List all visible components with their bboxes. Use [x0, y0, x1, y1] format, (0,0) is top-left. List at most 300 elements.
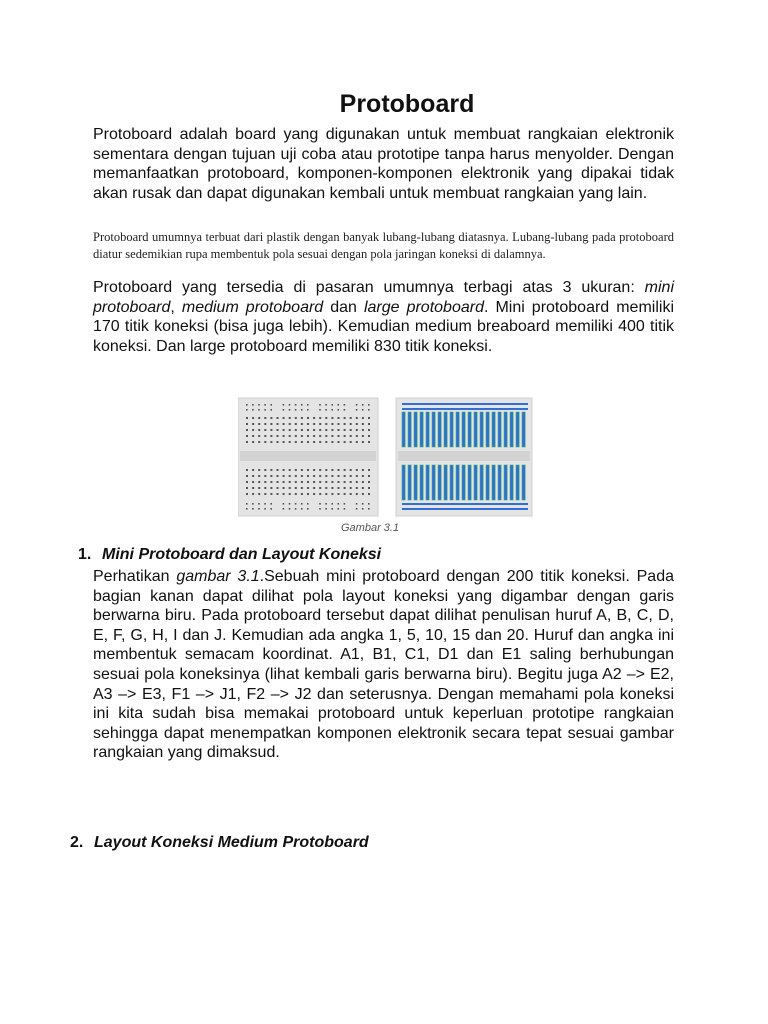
hole	[264, 469, 266, 471]
connection-strip	[504, 412, 507, 447]
hole	[356, 404, 358, 406]
connection-strip	[486, 465, 489, 500]
hole	[252, 441, 254, 443]
connection-strip	[426, 412, 429, 447]
hole	[356, 435, 358, 437]
hole	[344, 429, 346, 431]
hole	[362, 429, 364, 431]
hole	[307, 435, 309, 437]
hole	[295, 423, 297, 425]
hole	[270, 503, 272, 505]
hole	[313, 423, 315, 425]
hole	[338, 429, 340, 431]
hole	[319, 409, 321, 411]
hole	[331, 435, 333, 437]
rail-strip	[402, 408, 528, 410]
connection-strip	[456, 412, 459, 447]
hole	[252, 508, 254, 510]
hole	[277, 493, 279, 495]
hole	[350, 417, 352, 419]
connection-strip	[516, 465, 519, 500]
hole	[289, 417, 291, 419]
sizes-text-2: ,	[170, 298, 182, 316]
hole	[264, 429, 266, 431]
hole	[319, 487, 321, 489]
hole	[301, 409, 303, 411]
section-2-number: 2.	[70, 834, 84, 851]
hole	[307, 493, 309, 495]
sizes-text-3: dan	[323, 298, 364, 316]
protoboard-figure	[238, 395, 534, 535]
hole	[252, 481, 254, 483]
connection-strip	[438, 412, 441, 447]
hole	[295, 487, 297, 489]
section-2-heading	[70, 833, 369, 853]
hole	[344, 409, 346, 411]
hole	[368, 423, 370, 425]
hole	[344, 441, 346, 443]
hole	[362, 441, 364, 443]
connection-strip	[432, 465, 435, 500]
hole	[368, 503, 370, 505]
hole	[356, 417, 358, 419]
connection-strip	[450, 465, 453, 500]
hole	[289, 475, 291, 477]
hole	[264, 417, 266, 419]
hole	[325, 417, 327, 419]
hole	[246, 429, 248, 431]
hole	[313, 469, 315, 471]
hole	[350, 441, 352, 443]
hole	[331, 508, 333, 510]
connection-strip	[450, 412, 453, 447]
hole	[277, 417, 279, 419]
hole	[295, 404, 297, 406]
hole	[362, 487, 364, 489]
connection-strip	[492, 412, 495, 447]
connection-strip	[408, 465, 411, 500]
hole	[301, 508, 303, 510]
hole	[362, 417, 364, 419]
hole	[270, 409, 272, 411]
hole	[289, 487, 291, 489]
connection-strip	[480, 465, 483, 500]
hole	[295, 475, 297, 477]
connection-strip	[516, 412, 519, 447]
hole	[313, 481, 315, 483]
hole	[295, 429, 297, 431]
connection-strip	[468, 412, 471, 447]
section-1-title: Mini Protoboard dan Layout Koneksi	[102, 546, 382, 563]
connection-strip	[444, 412, 447, 447]
hole	[258, 503, 260, 505]
hole	[289, 441, 291, 443]
hole	[246, 475, 248, 477]
hole	[277, 475, 279, 477]
hole	[319, 481, 321, 483]
hole	[277, 435, 279, 437]
hole	[362, 508, 364, 510]
hole	[301, 493, 303, 495]
hole	[325, 435, 327, 437]
hole	[283, 481, 285, 483]
hole	[289, 435, 291, 437]
connection-strip	[486, 412, 489, 447]
hole	[246, 487, 248, 489]
hole	[301, 404, 303, 406]
hole	[252, 503, 254, 505]
hole	[319, 493, 321, 495]
hole	[301, 429, 303, 431]
connection-strip	[522, 412, 525, 447]
hole	[295, 441, 297, 443]
mini-protoboard-term: mini protoboard	[93, 279, 674, 316]
hole	[368, 508, 370, 510]
connection-strip	[474, 412, 477, 447]
hole	[313, 417, 315, 419]
hole	[283, 429, 285, 431]
hole	[264, 404, 266, 406]
hole	[270, 475, 272, 477]
hole	[283, 441, 285, 443]
hole	[325, 481, 327, 483]
hole	[295, 508, 297, 510]
hole	[277, 469, 279, 471]
hole	[350, 423, 352, 425]
hole	[277, 429, 279, 431]
hole	[264, 409, 266, 411]
hole	[338, 441, 340, 443]
hole	[252, 469, 254, 471]
hole	[283, 487, 285, 489]
hole	[307, 404, 309, 406]
hole	[258, 469, 260, 471]
hole	[356, 503, 358, 505]
hole	[319, 441, 321, 443]
rail-strip	[402, 503, 528, 505]
protoboard-illustration	[238, 395, 534, 520]
hole	[344, 481, 346, 483]
hole	[295, 417, 297, 419]
intro-paragraph: Protoboard adalah board yang digunakan untuk membuat rangkaian elektronik sementara dengan tujuan uji coba atau prototipe tanpa harus menyolder. Dengan memanfaatkan protoboard, komponen-komponen elektronik yang dipakai tidak akan rusak dan dapat digunakan kembali untuk membuat rangkaian yang lain.	[93, 126, 674, 202]
hole	[319, 423, 321, 425]
hole	[295, 435, 297, 437]
hole	[307, 481, 309, 483]
section-2-title: Layout Koneksi Medium Protoboard	[94, 834, 369, 851]
figure-reference: gambar 3.1	[176, 568, 260, 585]
hole	[350, 435, 352, 437]
hole	[270, 423, 272, 425]
hole	[301, 469, 303, 471]
hole	[325, 404, 327, 406]
connection-strip	[456, 465, 459, 500]
connection-strip	[420, 412, 423, 447]
hole	[319, 404, 321, 406]
hole	[338, 404, 340, 406]
hole	[289, 508, 291, 510]
hole	[270, 404, 272, 406]
hole	[258, 493, 260, 495]
hole	[270, 429, 272, 431]
connection-strip	[414, 465, 417, 500]
hole	[362, 435, 364, 437]
hole	[362, 469, 364, 471]
sizes-paragraph	[93, 278, 674, 356]
hole	[301, 487, 303, 489]
hole	[344, 469, 346, 471]
hole	[283, 404, 285, 406]
hole	[307, 475, 309, 477]
hole	[301, 441, 303, 443]
hole	[331, 417, 333, 419]
hole	[325, 487, 327, 489]
hole	[289, 493, 291, 495]
connection-strip	[492, 465, 495, 500]
connection-strip	[474, 465, 477, 500]
hole	[246, 503, 248, 505]
page-title: Protoboard	[339, 90, 475, 118]
hole	[264, 481, 266, 483]
hole	[283, 423, 285, 425]
hole	[325, 508, 327, 510]
hole	[344, 475, 346, 477]
hole	[344, 423, 346, 425]
rail-strip	[402, 403, 528, 405]
hole	[331, 441, 333, 443]
hole	[289, 481, 291, 483]
hole	[252, 493, 254, 495]
section-1-heading	[78, 545, 381, 565]
hole	[246, 409, 248, 411]
hole	[295, 481, 297, 483]
hole	[368, 441, 370, 443]
hole	[368, 475, 370, 477]
hole	[246, 508, 248, 510]
connection-strip	[510, 412, 513, 447]
hole	[301, 435, 303, 437]
hole	[338, 481, 340, 483]
hole	[338, 469, 340, 471]
hole	[362, 493, 364, 495]
figure-caption: Gambar 3.1	[341, 522, 400, 534]
hole	[270, 469, 272, 471]
hole	[344, 404, 346, 406]
section-1-text-2: .Sebuah mini protoboard dengan 200 titik koneksi. Pada bagian kanan dapat dilihat pola layout koneksi yang digambar dengan garis berwarna biru. Pada protoboard tersebut dapat dilihat penulisan huruf A, B, C, D, E, F, G, H, I dan J. Kemudian ada angka 1, 5, 10, 15 dan 20. Huruf dan angka ini membentuk semacam koordinat. A1, B1, C1, D1 dan E1 saling berhubungan sesuai pola koneksinya (lihat kembali garis berwarna biru). Begitu juga A2 –> E2, A3 –> E3, F1 –> J1, F2 –> J2 dan seterusnya. Dengan memahami pola koneksi ini kita sudah bisa memakai protoboard untuk keperluan prototipe rangkaian sehingga dapat menempatkan komponen elektronik secara tepat sesuai gambar rangkaian yang dimaksud.	[93, 568, 674, 762]
hole	[368, 409, 370, 411]
hole	[368, 469, 370, 471]
hole	[252, 404, 254, 406]
hole	[258, 409, 260, 411]
hole	[283, 503, 285, 505]
hole	[313, 429, 315, 431]
hole	[325, 409, 327, 411]
hole	[252, 475, 254, 477]
hole	[252, 429, 254, 431]
connection-strip	[510, 465, 513, 500]
hole	[350, 429, 352, 431]
section-1-paragraph	[93, 567, 674, 763]
hole	[270, 487, 272, 489]
hole	[368, 417, 370, 419]
connection-strip	[468, 465, 471, 500]
hole	[313, 475, 315, 477]
hole	[331, 409, 333, 411]
hole	[295, 409, 297, 411]
hole	[301, 475, 303, 477]
medium-protoboard-term: medium protoboard	[181, 298, 324, 316]
hole	[252, 487, 254, 489]
hole	[350, 469, 352, 471]
connection-strip	[462, 465, 465, 500]
hole	[246, 417, 248, 419]
hole	[258, 441, 260, 443]
hole	[362, 503, 364, 505]
section-1-text-1: Perhatikan	[93, 568, 177, 585]
hole	[338, 435, 340, 437]
hole	[301, 417, 303, 419]
hole	[283, 469, 285, 471]
hole	[246, 423, 248, 425]
hole	[344, 508, 346, 510]
hole	[252, 423, 254, 425]
hole	[277, 423, 279, 425]
hole	[301, 423, 303, 425]
hole	[258, 417, 260, 419]
hole	[368, 404, 370, 406]
hole	[344, 503, 346, 505]
hole	[344, 487, 346, 489]
hole	[283, 435, 285, 437]
hole	[319, 503, 321, 505]
sizes-text-4: . Mini protoboard memiliki 170 titik koneksi (bisa juga lebih). Kemudian medium breaboard memiliki 400 titik koneksi. Dan large protoboard memiliki 830 titik koneksi.	[93, 298, 675, 355]
hole	[246, 435, 248, 437]
hole	[277, 487, 279, 489]
hole	[325, 429, 327, 431]
hole	[356, 423, 358, 425]
hole	[246, 441, 248, 443]
hole	[264, 508, 266, 510]
hole	[362, 409, 364, 411]
hole	[344, 435, 346, 437]
hole	[264, 493, 266, 495]
hole	[264, 475, 266, 477]
hole	[258, 429, 260, 431]
hole	[344, 493, 346, 495]
hole	[331, 404, 333, 406]
hole	[331, 481, 333, 483]
hole	[246, 469, 248, 471]
hole	[307, 487, 309, 489]
hole	[319, 475, 321, 477]
hole	[289, 503, 291, 505]
hole	[264, 435, 266, 437]
hole	[331, 423, 333, 425]
hole	[356, 475, 358, 477]
center-channel-left	[240, 451, 376, 461]
connection-strip	[414, 412, 417, 447]
hole	[307, 417, 309, 419]
hole	[258, 481, 260, 483]
rail-strip	[402, 508, 528, 510]
hole	[289, 409, 291, 411]
hole	[362, 475, 364, 477]
hole	[277, 441, 279, 443]
connection-strip	[432, 412, 435, 447]
hole	[331, 503, 333, 505]
hole	[270, 435, 272, 437]
hole	[289, 469, 291, 471]
hole	[319, 435, 321, 437]
hole	[252, 435, 254, 437]
material-paragraph: Protoboard umumnya terbuat dari plastik dengan banyak lubang-lubang diatasnya. Lubang-lubang pada protoboard diatur sedemikian rupa membentuk pola sesuai dengan pola jaringan koneksi di dalamnya.	[93, 230, 674, 261]
hole	[295, 503, 297, 505]
hole	[289, 429, 291, 431]
connection-strip	[402, 412, 405, 447]
hole	[283, 417, 285, 419]
hole	[289, 423, 291, 425]
hole	[246, 404, 248, 406]
hole	[356, 441, 358, 443]
hole	[350, 487, 352, 489]
hole	[356, 469, 358, 471]
hole	[295, 469, 297, 471]
hole	[295, 493, 297, 495]
hole	[283, 508, 285, 510]
hole	[246, 493, 248, 495]
hole	[356, 409, 358, 411]
hole	[356, 481, 358, 483]
hole	[319, 469, 321, 471]
center-channel-right	[398, 451, 530, 461]
hole	[283, 409, 285, 411]
connection-strip	[426, 465, 429, 500]
hole	[338, 503, 340, 505]
section-1-number: 1.	[78, 546, 92, 563]
connection-strip	[504, 465, 507, 500]
hole	[350, 493, 352, 495]
hole	[362, 404, 364, 406]
sizes-text-1: Protoboard yang tersedia di pasaran umumnya terbagi atas 3 ukuran:	[93, 279, 645, 296]
hole	[307, 503, 309, 505]
hole	[331, 487, 333, 489]
hole	[362, 423, 364, 425]
hole	[331, 469, 333, 471]
hole	[356, 493, 358, 495]
connection-strip	[462, 412, 465, 447]
hole	[270, 508, 272, 510]
hole	[331, 429, 333, 431]
hole	[350, 475, 352, 477]
hole	[313, 441, 315, 443]
hole	[313, 435, 315, 437]
hole	[325, 475, 327, 477]
hole	[319, 429, 321, 431]
connection-strip	[438, 465, 441, 500]
hole	[258, 435, 260, 437]
hole	[246, 481, 248, 483]
hole	[307, 469, 309, 471]
hole	[283, 475, 285, 477]
hole	[368, 429, 370, 431]
hole	[301, 481, 303, 483]
connection-strip	[522, 465, 525, 500]
hole	[338, 409, 340, 411]
hole	[319, 508, 321, 510]
hole	[307, 508, 309, 510]
hole	[258, 423, 260, 425]
hole	[270, 481, 272, 483]
connection-strip	[498, 465, 501, 500]
